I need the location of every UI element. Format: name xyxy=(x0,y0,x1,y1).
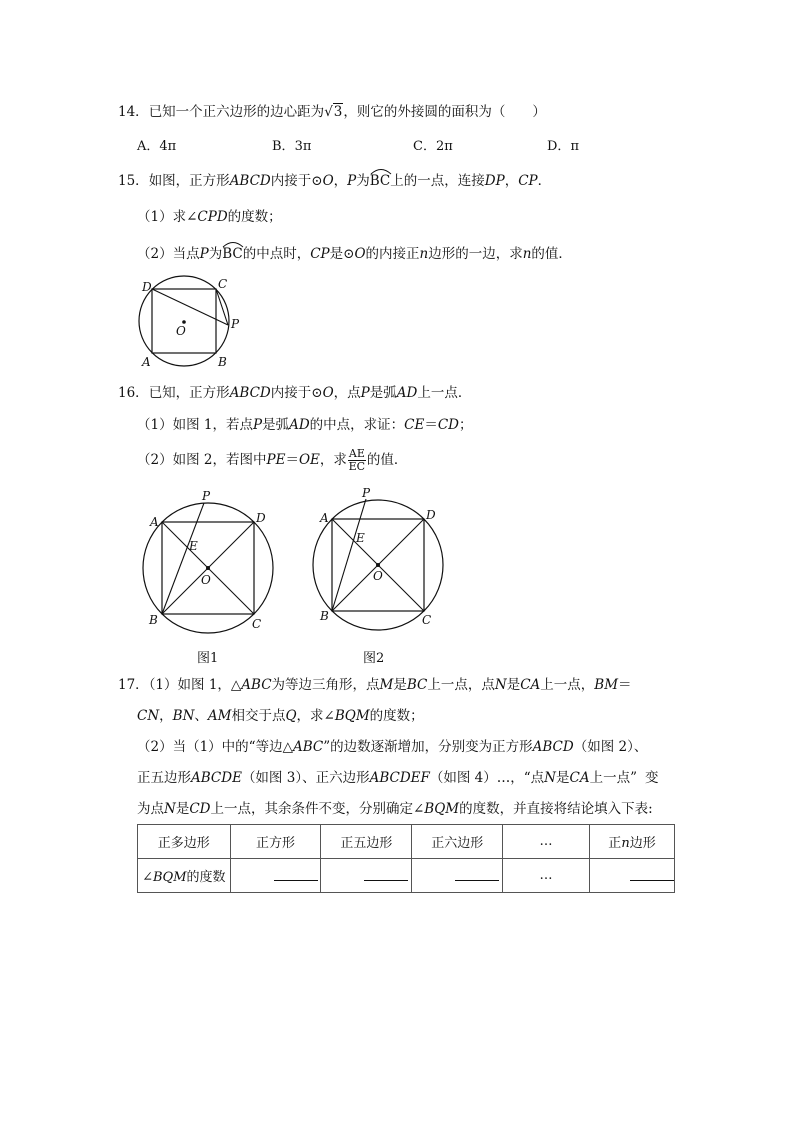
q14-option-c: C．2π xyxy=(413,139,453,154)
q17-part2-line2: 正五边形ABCDE（如图 3）、正六边形ABCDEF（如图 4）…，“点N是CA上一点” 变 xyxy=(137,770,659,786)
label-c: C xyxy=(218,277,228,291)
q15-figure xyxy=(130,272,250,372)
table-row xyxy=(138,859,675,893)
label-e: E xyxy=(189,539,198,553)
label-p: P xyxy=(231,317,240,331)
fig2-caption: 图2 xyxy=(363,651,385,666)
arc-bc: BC xyxy=(370,172,391,190)
answer-blank-n-gon[interactable] xyxy=(590,859,675,893)
center-point xyxy=(376,563,380,567)
q15-part2: （2）当点P为 BC的中点时，CP是⊙O的内接正n边形的一边，求n的值． xyxy=(137,245,572,263)
table-cell: … xyxy=(503,825,590,859)
table-cell: 正五边形 xyxy=(321,825,412,859)
label-e: E xyxy=(356,531,365,545)
table-cell: ∠BQM的度数 xyxy=(138,859,231,893)
table-cell: … xyxy=(503,859,590,893)
label-d: D xyxy=(426,508,436,522)
q17-part1-line2: CN，BN、AM相交于点Q，求∠BQM的度数； xyxy=(137,708,424,724)
table-cell: 正多边形 xyxy=(138,825,231,859)
answer-blank-hexagon[interactable] xyxy=(412,859,503,893)
label-c: C xyxy=(252,617,262,631)
table-cell: 正n边形 xyxy=(590,825,675,859)
label-p: P xyxy=(202,489,211,503)
label-b: B xyxy=(149,613,158,627)
q17-part1-line1: 17．（1）如图 1，△ABC为等边三角形，点M是BC上一点，点N是CA上一点，BM＝ xyxy=(118,677,632,693)
q16-part2: （2）如图 2，若图中PE＝OE，求 $\frac{AE}{EC}$ 的值． xyxy=(137,447,408,473)
label-d: D xyxy=(142,280,152,294)
q14-option-b: B．3π xyxy=(272,139,312,154)
label-a: A xyxy=(150,515,159,529)
sqrt-expression: √3 xyxy=(324,104,343,120)
label-c: C xyxy=(422,613,432,627)
label-a: A xyxy=(320,511,329,525)
table-cell: 正方形 xyxy=(230,825,321,859)
q16-figure-1 xyxy=(140,486,280,636)
center-point xyxy=(206,566,210,570)
q16-figure-2 xyxy=(312,484,452,634)
fig1-caption: 图1 xyxy=(197,651,219,666)
q16-stem: 16．已知，正方形ABCD内接于⊙O，点P是弧AD上一点． xyxy=(118,385,472,401)
q14-option-a: A．4π xyxy=(137,139,177,154)
segment-bp xyxy=(162,503,204,614)
arc-bc: BC xyxy=(222,245,243,263)
label-p: P xyxy=(362,486,371,500)
table-cell: 正六边形 xyxy=(412,825,503,859)
q15-stem: 15．如图，正方形ABCD内接于⊙O，P为 BC上的一点，连接DP，CP． xyxy=(118,172,551,190)
q15-part1: （1）求∠CPD的度数； xyxy=(137,209,282,225)
q16-part1: （1）如图 1，若点P是弧AD的中点，求证：CE＝CD； xyxy=(137,417,473,433)
label-b: B xyxy=(320,609,329,623)
label-a: A xyxy=(142,355,151,369)
q14-option-d: D．π xyxy=(547,139,579,154)
label-o: O xyxy=(201,573,211,587)
label-o: O xyxy=(373,569,383,583)
q14-stem: 14．已知一个正六边形的边心距为√3，则它的外接圆的面积为（ ） xyxy=(118,104,546,120)
answer-blank-square[interactable] xyxy=(230,859,321,893)
table-row xyxy=(138,825,675,859)
label-d: D xyxy=(256,511,266,525)
answer-blank-pentagon[interactable] xyxy=(321,859,412,893)
q17-part2-line1: （2）当（1）中的“等边△ABC”的边数逐渐增加，分别变为正方形ABCD（如图 2）、 xyxy=(137,739,648,755)
answer-table xyxy=(137,824,675,893)
q17-part2-line3: 为点N是CD上一点，其余条件不变，分别确定∠BQM的度数，并直接将结论填入下表: xyxy=(137,801,653,817)
fraction-ae-ec: $\frac{AE}{EC}$ xyxy=(348,447,366,473)
label-o: O xyxy=(176,324,186,338)
label-b: B xyxy=(218,355,227,369)
segment-dp xyxy=(152,289,228,325)
